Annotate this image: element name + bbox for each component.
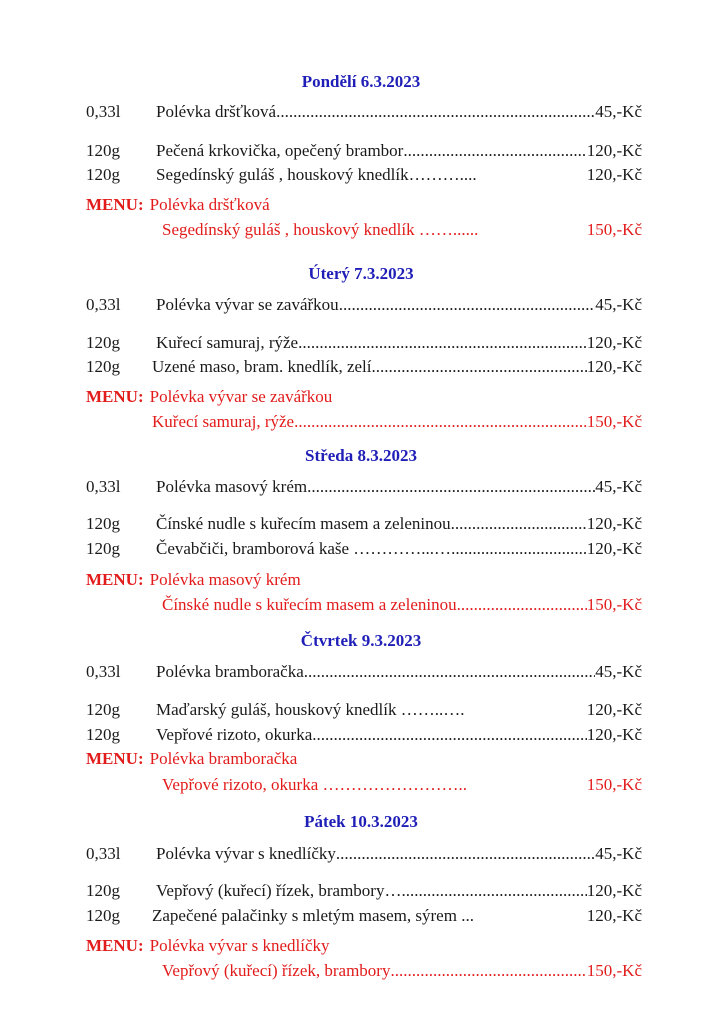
dot-leader xyxy=(294,411,587,433)
dish-price: 120,-Kč xyxy=(586,725,642,744)
menu-price: 150,-Kč xyxy=(586,595,642,614)
dish-name: Pečená krkovička, opečený brambor xyxy=(156,141,404,160)
menu-soup: Polévka dršťková xyxy=(149,195,270,214)
main-dish-row xyxy=(86,880,642,902)
menu-main-row xyxy=(162,960,642,982)
menu-price: 150,-Kč xyxy=(586,412,642,431)
dish-price: 120,-Kč xyxy=(586,333,642,352)
menu-label: MENU: xyxy=(86,570,144,589)
menu-price: 150,-Kč xyxy=(586,775,642,794)
dish-price: 45,-Kč xyxy=(595,102,642,121)
dish-name: Kuřecí samuraj, rýže xyxy=(156,333,299,352)
portion-size: 0,33l xyxy=(86,477,121,496)
dish-price: 120,-Kč xyxy=(586,165,642,184)
dish-price: 120,-Kč xyxy=(586,700,642,719)
menu-main-dish: Čínské nudle s kuřecím masem a zeleninou xyxy=(162,595,457,614)
dot-leader xyxy=(403,140,586,162)
dot-leader xyxy=(372,356,587,378)
portion-size: 0,33l xyxy=(86,844,121,863)
main-dish-row xyxy=(86,164,642,186)
menu-offer-row xyxy=(86,569,642,591)
menu-main-row xyxy=(152,411,642,433)
menu-offer-row xyxy=(86,748,642,770)
menu-offer-row xyxy=(86,194,642,216)
dish-price: 120,-Kč xyxy=(586,881,642,900)
dish-price: 45,-Kč xyxy=(595,295,642,314)
portion-size: 120g xyxy=(86,357,120,376)
day-title-wednesday: Středa 8.3.2023 xyxy=(305,446,417,465)
menu-main-row xyxy=(162,774,642,796)
dish-price: 45,-Kč xyxy=(595,662,642,681)
menu-label: MENU: xyxy=(86,936,144,955)
main-dish-row xyxy=(86,699,642,721)
dish-price: 120,-Kč xyxy=(586,141,642,160)
soup-row xyxy=(86,476,642,498)
dot-leader xyxy=(307,476,595,498)
soup-row xyxy=(86,294,642,316)
dish-name: Čínské nudle s kuřecím masem a zeleninou xyxy=(156,514,451,533)
portion-size: 120g xyxy=(86,514,120,533)
dot-leader xyxy=(390,960,586,982)
menu-main-dish: Kuřecí samuraj, rýže xyxy=(152,412,295,431)
portion-size: 120g xyxy=(86,725,120,744)
soup-row xyxy=(86,661,642,683)
menu-main-row xyxy=(162,594,642,616)
soup-row xyxy=(86,843,642,865)
day-title-thursday: Čtvrtek 9.3.2023 xyxy=(300,631,422,650)
menu-main-dish: Vepřové rizoto, okurka …………………….. xyxy=(162,775,468,794)
dish-price: 45,-Kč xyxy=(595,477,642,496)
dish-name: Maďarský guláš, houskový knedlík ……..…. xyxy=(156,700,465,719)
portion-size: 120g xyxy=(86,700,120,719)
main-dish-row xyxy=(86,724,642,746)
dot-leader xyxy=(457,594,587,616)
portion-size: 120g xyxy=(86,539,120,558)
main-dish-row xyxy=(86,332,642,354)
dish-name: Čevabčiči, bramborová kaše …………...… xyxy=(156,539,452,558)
dish-name: Segedínský guláš , houskový knedlík……….... xyxy=(156,165,477,184)
portion-size: 120g xyxy=(86,141,120,160)
menu-label: MENU: xyxy=(86,195,144,214)
menu-soup: Polévka vývar s knedlíčky xyxy=(149,936,330,955)
dot-leader xyxy=(451,538,587,560)
day-title-monday: Pondělí 6.3.2023 xyxy=(301,72,421,91)
menu-soup: Polévka bramboračka xyxy=(149,749,298,768)
portion-size: 0,33l xyxy=(86,295,121,314)
main-dish-row xyxy=(86,356,642,378)
soup-row xyxy=(86,101,642,123)
dish-price: 45,-Kč xyxy=(595,844,642,863)
dot-leader xyxy=(276,101,595,123)
main-dish-row xyxy=(86,140,642,162)
portion-size: 0,33l xyxy=(86,662,121,681)
dot-leader xyxy=(339,294,596,316)
dish-name: Polévka dršťková xyxy=(156,102,277,121)
menu-label: MENU: xyxy=(86,387,144,406)
dot-leader xyxy=(298,332,587,354)
dish-price: 120,-Kč xyxy=(586,539,642,558)
dot-leader xyxy=(336,843,595,865)
menu-label: MENU: xyxy=(86,749,144,768)
dot-leader xyxy=(451,513,587,535)
dish-name: Polévka vývar s knedlíčky xyxy=(156,844,336,863)
portion-size: 120g xyxy=(86,333,120,352)
portion-size: 120g xyxy=(86,881,120,900)
main-dish-row xyxy=(86,905,642,927)
portion-size: 0,33l xyxy=(86,102,121,121)
menu-offer-row xyxy=(86,386,642,408)
day-title-friday: Pátek 10.3.2023 xyxy=(304,812,418,831)
portion-size: 120g xyxy=(86,906,120,925)
menu-main-dish: Segedínský guláš , houskový knedlík ……...... xyxy=(162,220,479,239)
dish-name: Polévka vývar se zavářkou xyxy=(156,295,339,314)
dish-name: Polévka bramboračka xyxy=(156,662,304,681)
dish-price: 120,-Kč xyxy=(586,906,642,925)
day-title-tuesday: Úterý 7.3.2023 xyxy=(308,264,414,283)
dot-leader xyxy=(304,661,596,683)
portion-size: 120g xyxy=(86,165,120,184)
dish-name: Vepřový (kuřecí) řízek, brambory… xyxy=(156,881,402,900)
menu-price: 150,-Kč xyxy=(586,961,642,980)
dish-name: Uzené maso, bram. knedlík, zelí xyxy=(152,357,372,376)
dish-name: Vepřové rizoto, okurka xyxy=(156,725,313,744)
dot-leader xyxy=(401,880,586,902)
menu-main-dish: Vepřový (kuřecí) řízek, brambory xyxy=(162,961,391,980)
menu-soup: Polévka masový krém xyxy=(149,570,301,589)
main-dish-row xyxy=(86,538,642,560)
menu-soup: Polévka vývar se zavářkou xyxy=(149,387,333,406)
menu-price: 150,-Kč xyxy=(586,220,642,239)
dish-name: Zapečené palačinky s mletým masem, sýrem ... xyxy=(152,906,474,925)
dish-name: Polévka masový krém xyxy=(156,477,308,496)
menu-offer-row xyxy=(86,935,642,957)
main-dish-row xyxy=(86,513,642,535)
dot-leader xyxy=(312,724,587,746)
dish-price: 120,-Kč xyxy=(586,357,642,376)
dish-price: 120,-Kč xyxy=(586,514,642,533)
menu-main-row xyxy=(162,219,642,241)
